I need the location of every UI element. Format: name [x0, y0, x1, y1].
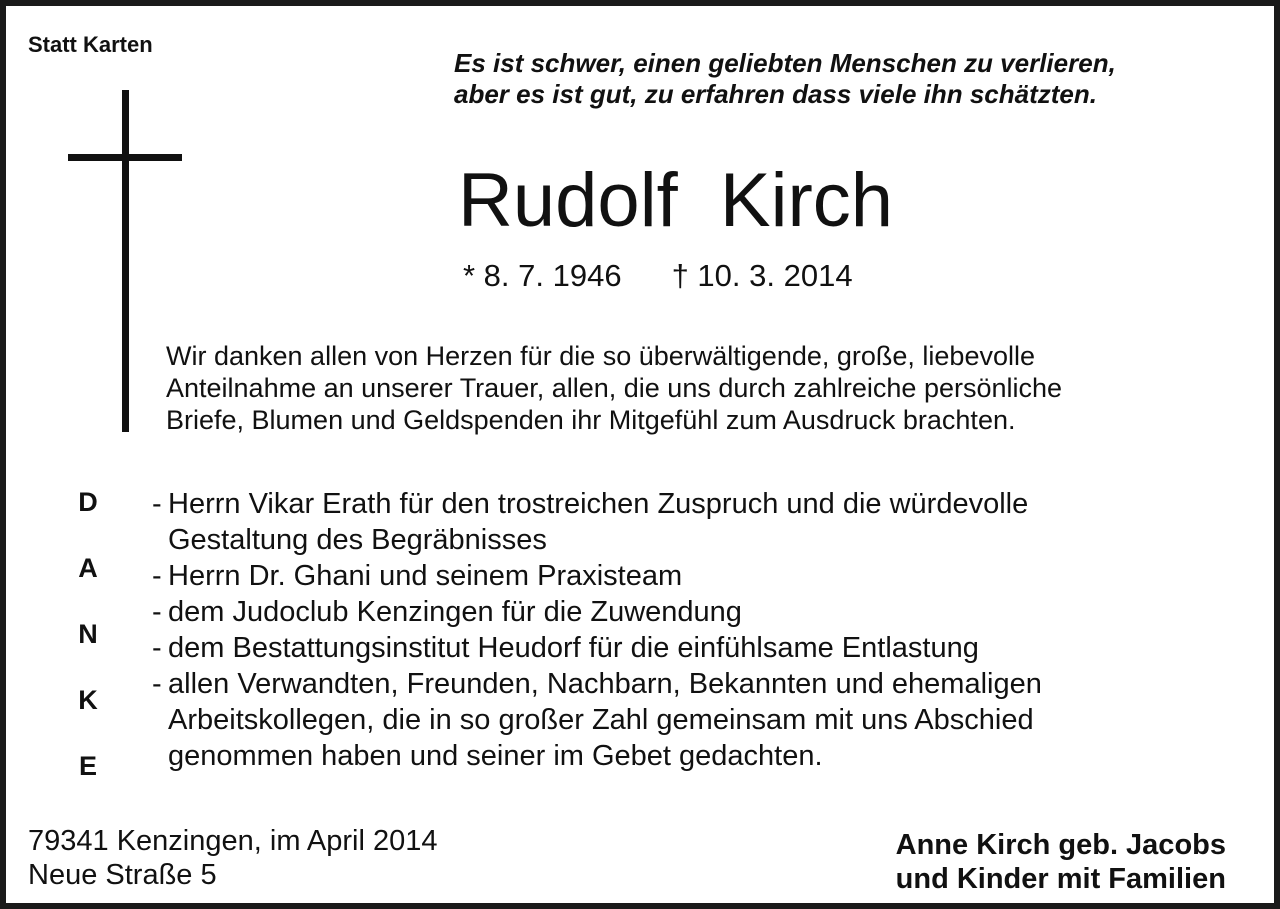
deceased-name: Rudolf Kirch — [458, 158, 894, 243]
list-dash: - — [152, 596, 162, 628]
address-block — [28, 824, 438, 892]
list-line: Herrn Dr. Ghani und seinem Praxisteam — [168, 560, 683, 592]
thanks-paragraph — [166, 340, 1062, 436]
danke-letter: E — [78, 751, 97, 781]
danke-letter: A — [78, 553, 98, 583]
list-line: Arbeitskollegen, die in so großer Zahl gemeinsam mit uns Abschied — [168, 704, 1034, 736]
address-line: 79341 Kenzingen, im April 2014 — [28, 825, 438, 857]
motto-line: Es ist schwer, einen geliebten Menschen zu verlieren, — [454, 48, 1116, 78]
list-line: allen Verwandten, Freunden, Nachbarn, Bekannten und ehemaligen — [168, 668, 1042, 700]
motto-quote — [454, 48, 1116, 110]
list-item — [146, 594, 1042, 630]
thanks-line: Anteilnahme an unserer Trauer, allen, die uns durch zahlreiche persönliche — [166, 373, 1063, 403]
thanks-line: Briefe, Blumen und Geldspenden ihr Mitgefühl zum Ausdruck brachten. — [166, 405, 1016, 435]
header-tag: Statt Karten — [28, 32, 153, 57]
address-line: Neue Straße 5 — [28, 859, 217, 891]
signature-line: und Kinder mit Familien — [895, 863, 1226, 895]
list-line: Gestaltung des Begräbnisses — [168, 524, 547, 556]
list-line: dem Bestattungsinstitut Heudorf für die einfühlsame Entlastung — [168, 632, 979, 664]
list-dash: - — [152, 632, 162, 664]
signature-block — [896, 828, 1226, 896]
cross-horizontal-bar — [68, 154, 182, 161]
thanks-line: Wir danken allen von Herzen für die so überwältigende, große, liebevolle — [166, 341, 1035, 371]
danke-letter: D — [78, 487, 98, 517]
signature-line: Anne Kirch geb. Jacobs — [895, 829, 1226, 861]
list-item — [146, 486, 1042, 558]
list-dash: - — [152, 560, 162, 592]
list-line: genommen haben und seiner im Gebet gedachten. — [168, 740, 823, 772]
danke-vertical-word — [66, 486, 110, 816]
cross-vertical-bar — [122, 90, 129, 432]
list-item — [146, 630, 1042, 666]
list-line: dem Judoclub Kenzingen für die Zuwendung — [168, 596, 742, 628]
list-item — [146, 558, 1042, 594]
thanks-list — [146, 486, 1042, 774]
danke-letter: N — [78, 619, 98, 649]
danke-letter: K — [78, 685, 98, 715]
motto-line: aber es ist gut, zu erfahren dass viele ihn schätzten. — [454, 79, 1097, 109]
list-item — [146, 666, 1042, 774]
death-date: † 10. 3. 2014 — [671, 258, 853, 293]
list-line: Herrn Vikar Erath für den trostreichen Zuspruch und die würdevolle — [168, 488, 1029, 520]
list-dash: - — [152, 668, 162, 700]
list-dash: - — [152, 488, 162, 520]
birth-date: * 8. 7. 1946 — [463, 258, 622, 293]
life-dates — [463, 258, 853, 294]
